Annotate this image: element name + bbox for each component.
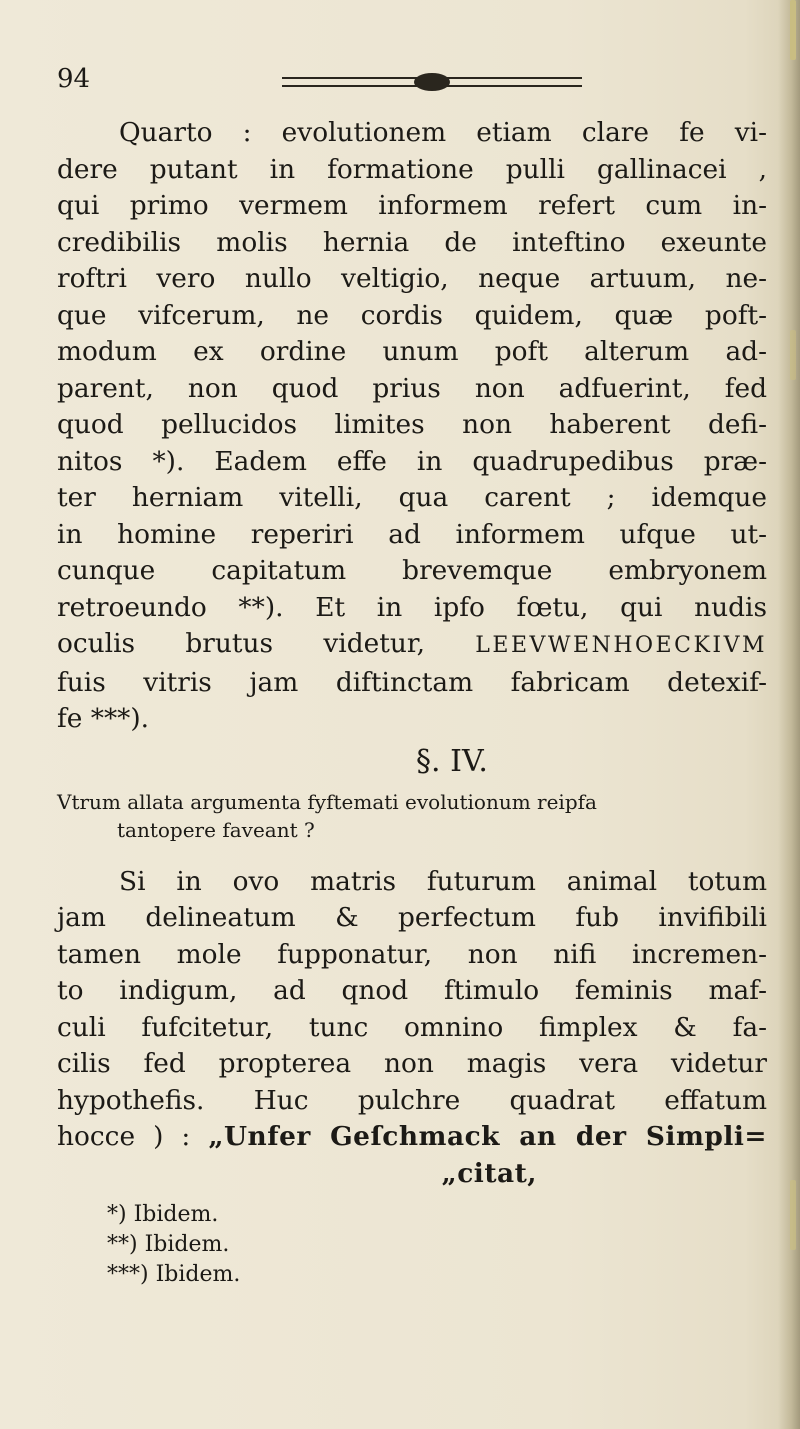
edge-stain [790,1180,796,1250]
main-text [57,115,767,1290]
text-line: credibilis molis hernia de inteftino exeunte [57,226,767,258]
text-line: hypothefis. Huc pulchre quadrat effatum [57,1084,767,1116]
text-line: retroeundo **). Et in ipfo fœtu, qui nudis [57,591,767,623]
text-line: dere putant in formatione pulli gallinacei , [57,153,767,185]
section-summary [57,788,767,844]
text-line [57,1119,767,1156]
text-line: qui primo vermem informem refert cum in- [57,190,767,221]
edge-stain [790,0,796,60]
text-line: jam delineatum & perfectum fub invifibili [57,902,767,933]
section-heading: §. IV. [416,743,488,779]
footnotes [57,1200,767,1290]
text-line: Si in ovo matris futurum animal totum [119,865,767,897]
text-line: Quarto : evolutionem etiam clare fe vi- [119,117,767,148]
text-line [57,626,767,665]
summary-line: tantopere faveant ? [117,817,315,842]
text-segment: hocce ) : [57,1121,209,1152]
paragraph-quarto [57,115,767,738]
footnote: **) Ibidem. [107,1232,230,1257]
page-header [57,63,557,103]
text-line: quod pellucidos limites non haberent defi- [57,409,767,440]
text-line: fe ***). [57,703,150,734]
text-line: culi fufcitetur, tunc omnino fimplex & fa- [57,1011,767,1043]
text-line: nitos *). Eadem effe in quadrupedibus præ- [57,445,767,477]
text-line: modum ex ordine unum poft alterum ad- [57,336,767,367]
text-line: fuis vitris jam diftinctam fabricam detexif- [57,666,767,698]
text-line: cilis fed propterea non magis vera videtur [57,1048,767,1079]
text-line: ter herniam vitelli, qua carent ; idemque [57,482,767,513]
text-segment: oculis brutus videtur, [57,628,476,659]
paragraph-si-in-ovo [57,864,767,1193]
edge-stain [790,330,796,380]
summary-line: Vtrum allata argumenta fyftemati evolutionum reipfa [57,789,597,814]
page-edge-shadow [778,0,800,1429]
text-line: roftri vero nullo veltigio, neque artuum, ne- [57,263,767,294]
page-number: 94 [57,64,91,94]
footnote: *) Ibidem. [107,1202,219,1227]
text-line: parent, non quod prius non adfuerint, fed [57,372,767,404]
text-line: to indigum, ad qnod ftimulo feminis maf- [57,975,767,1006]
text-line: que vifcerum, ne cordis quidem, quæ poft- [57,299,767,331]
text-line: in homine reperiri ad informem ufque ut- [57,518,767,550]
text-line: tamen mole fupponatur, non nifi incremen- [57,938,767,970]
author-name: LEEVWENHOECKIVM [475,633,767,658]
header-ornament [282,73,582,93]
text-line: cunque capitatum brevemque embryonem [57,555,767,586]
german-quote-continuation: „citat, [441,1157,537,1189]
footnote: ***) Ibidem. [107,1262,241,1287]
ornament-knot [414,73,450,91]
german-quote: „Unfer Geſchmack an der Simpli= [208,1121,767,1152]
